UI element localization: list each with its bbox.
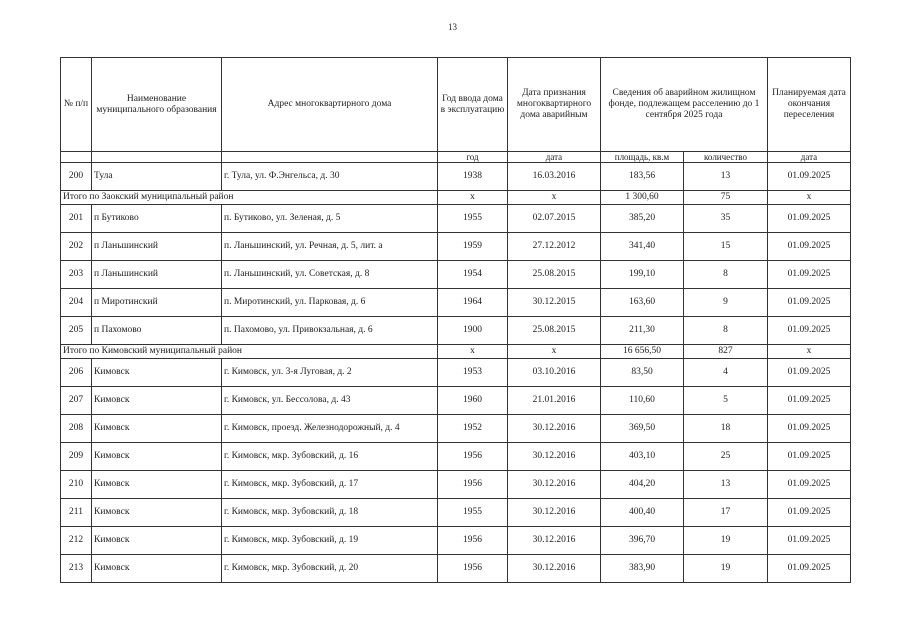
table-row (61, 471, 851, 499)
row-planned: 01.09.2025 (768, 415, 851, 443)
row-date: 25.08.2015 (508, 261, 601, 289)
table-row (61, 555, 851, 583)
units-row (61, 152, 851, 163)
total-planned: x (768, 191, 851, 205)
row-address: п. Ланьшинский, ул. Советская, д. 8 (222, 261, 438, 289)
row-num: 203 (61, 261, 92, 289)
row-planned: 01.09.2025 (768, 443, 851, 471)
row-planned: 01.09.2025 (768, 499, 851, 527)
table-row (61, 387, 851, 415)
row-planned: 01.09.2025 (768, 359, 851, 387)
row-year: 1952 (438, 415, 508, 443)
table-row (61, 359, 851, 387)
row-planned: 01.09.2025 (768, 527, 851, 555)
row-municipality: п Бутиково (92, 205, 222, 233)
row-address: г. Кимовск, мкр. Зубовский, д. 18 (222, 499, 438, 527)
row-num: 201 (61, 205, 92, 233)
row-num: 209 (61, 443, 92, 471)
unit-date: дата (508, 152, 601, 163)
row-date: 30.12.2016 (508, 555, 601, 583)
row-count: 19 (684, 555, 768, 583)
total-area: 1 300,60 (601, 191, 684, 205)
row-area: 211,30 (601, 317, 684, 345)
row-municipality: Тула (92, 163, 222, 191)
row-num: 212 (61, 527, 92, 555)
row-address: г. Кимовск, ул. Бессолова, д. 43 (222, 387, 438, 415)
table-row (61, 163, 851, 191)
table-row (61, 443, 851, 471)
row-year: 1956 (438, 471, 508, 499)
row-municipality: п Ланьшинский (92, 233, 222, 261)
row-year: 1900 (438, 317, 508, 345)
table-row (61, 317, 851, 345)
row-area: 403,10 (601, 443, 684, 471)
row-num: 211 (61, 499, 92, 527)
row-year: 1938 (438, 163, 508, 191)
total-planned: x (768, 345, 851, 359)
row-area: 163,60 (601, 289, 684, 317)
row-count: 25 (684, 443, 768, 471)
row-num: 206 (61, 359, 92, 387)
page-number: 13 (448, 22, 457, 32)
row-count: 18 (684, 415, 768, 443)
unit-count: количество (684, 152, 768, 163)
total-count: 75 (684, 191, 768, 205)
row-planned: 01.09.2025 (768, 289, 851, 317)
header-planned: Планируемая дата окончания переселения (768, 58, 851, 152)
row-year: 1956 (438, 443, 508, 471)
row-municipality: Кимовск (92, 555, 222, 583)
total-count: 827 (684, 345, 768, 359)
row-area: 369,50 (601, 415, 684, 443)
row-planned: 01.09.2025 (768, 555, 851, 583)
row-date: 27.12.2012 (508, 233, 601, 261)
row-date: 30.12.2016 (508, 415, 601, 443)
table-row (61, 527, 851, 555)
table-row (61, 499, 851, 527)
row-address: г. Кимовск, мкр. Зубовский, д. 17 (222, 471, 438, 499)
row-area: 400,40 (601, 499, 684, 527)
row-num: 204 (61, 289, 92, 317)
resettlement-table (60, 57, 851, 583)
row-year: 1955 (438, 499, 508, 527)
row-year: 1964 (438, 289, 508, 317)
row-municipality: Кимовск (92, 527, 222, 555)
row-num: 202 (61, 233, 92, 261)
row-num: 205 (61, 317, 92, 345)
row-address: г. Кимовск, мкр. Зубовский, д. 20 (222, 555, 438, 583)
row-date: 02.07.2015 (508, 205, 601, 233)
header-municipality: Наименование муниципального образования (92, 58, 222, 152)
row-count: 19 (684, 527, 768, 555)
row-year: 1956 (438, 527, 508, 555)
total-label: Итого по Кимовский муниципальный район (61, 345, 438, 359)
total-date: x (508, 345, 601, 359)
row-address: п. Пахомово, ул. Привокзальная, д. 6 (222, 317, 438, 345)
row-planned: 01.09.2025 (768, 233, 851, 261)
row-municipality: п Миротинский (92, 289, 222, 317)
row-num: 208 (61, 415, 92, 443)
table-row (61, 289, 851, 317)
header-address: Адрес многоквартирного дома (222, 58, 438, 152)
row-area: 183,56 (601, 163, 684, 191)
row-planned: 01.09.2025 (768, 387, 851, 415)
row-municipality: Кимовск (92, 359, 222, 387)
row-date: 21.01.2016 (508, 387, 601, 415)
row-municipality: Кимовск (92, 415, 222, 443)
row-date: 30.12.2016 (508, 527, 601, 555)
row-date: 16.03.2016 (508, 163, 601, 191)
row-year: 1955 (438, 205, 508, 233)
row-address: п. Миротинский, ул. Парковая, д. 6 (222, 289, 438, 317)
row-area: 110,60 (601, 387, 684, 415)
row-count: 5 (684, 387, 768, 415)
row-address: г. Тула, ул. Ф.Энгельса, д. 30 (222, 163, 438, 191)
row-count: 4 (684, 359, 768, 387)
row-num: 207 (61, 387, 92, 415)
row-area: 341,40 (601, 233, 684, 261)
row-municipality: Кимовск (92, 443, 222, 471)
row-area: 383,90 (601, 555, 684, 583)
row-year: 1956 (438, 555, 508, 583)
row-count: 17 (684, 499, 768, 527)
row-date: 30.12.2016 (508, 443, 601, 471)
row-year: 1953 (438, 359, 508, 387)
header-date-recognized: Дата признания многоквартирного дома аварийным (508, 58, 601, 152)
row-address: г. Кимовск, ул. 3-я Луговая, д. 2 (222, 359, 438, 387)
row-count: 8 (684, 317, 768, 345)
total-area: 16 656,50 (601, 345, 684, 359)
row-count: 9 (684, 289, 768, 317)
row-planned: 01.09.2025 (768, 471, 851, 499)
row-planned: 01.09.2025 (768, 163, 851, 191)
row-date: 25.08.2015 (508, 317, 601, 345)
row-year: 1960 (438, 387, 508, 415)
row-area: 396,70 (601, 527, 684, 555)
row-count: 35 (684, 205, 768, 233)
unit-area: площадь, кв.м (601, 152, 684, 163)
row-area: 385,20 (601, 205, 684, 233)
row-municipality: Кимовск (92, 387, 222, 415)
row-address: г. Кимовск, проезд. Железнодорожный, д. 4 (222, 415, 438, 443)
total-year: x (438, 191, 508, 205)
row-count: 13 (684, 163, 768, 191)
row-municipality: Кимовск (92, 499, 222, 527)
table-row (61, 233, 851, 261)
row-date: 30.12.2016 (508, 499, 601, 527)
row-municipality: Кимовск (92, 471, 222, 499)
row-address: п. Бутиково, ул. Зеленая, д. 5 (222, 205, 438, 233)
table-row (61, 205, 851, 233)
row-municipality: п Пахомово (92, 317, 222, 345)
total-row-zaoksky (61, 191, 851, 205)
header-num: № п/п (61, 58, 92, 152)
row-date: 03.10.2016 (508, 359, 601, 387)
total-label: Итого по Заокский муниципальный район (61, 191, 438, 205)
row-address: г. Кимовск, мкр. Зубовский, д. 16 (222, 443, 438, 471)
row-year: 1954 (438, 261, 508, 289)
row-date: 30.12.2015 (508, 289, 601, 317)
row-area: 199,10 (601, 261, 684, 289)
row-planned: 01.09.2025 (768, 261, 851, 289)
row-address: п. Ланьшинский, ул. Речная, д. 5, лит. а (222, 233, 438, 261)
row-planned: 01.09.2025 (768, 317, 851, 345)
header-info: Сведения об аварийном жилищном фонде, подлежащем расселению до 1 сентября 2025 года (601, 58, 768, 152)
row-num: 200 (61, 163, 92, 191)
row-area: 83,50 (601, 359, 684, 387)
unit-planned: дата (768, 152, 851, 163)
table-row (61, 415, 851, 443)
total-year: x (438, 345, 508, 359)
header-row (61, 58, 851, 152)
row-count: 15 (684, 233, 768, 261)
total-date: x (508, 191, 601, 205)
row-count: 8 (684, 261, 768, 289)
row-address: г. Кимовск, мкр. Зубовский, д. 19 (222, 527, 438, 555)
header-year: Год ввода дома в эксплуатацию (438, 58, 508, 152)
row-year: 1959 (438, 233, 508, 261)
unit-year: год (438, 152, 508, 163)
row-num: 213 (61, 555, 92, 583)
total-row-kimovsky (61, 345, 851, 359)
row-area: 404,20 (601, 471, 684, 499)
row-num: 210 (61, 471, 92, 499)
row-date: 30.12.2016 (508, 471, 601, 499)
row-planned: 01.09.2025 (768, 205, 851, 233)
row-municipality: п Ланьшинский (92, 261, 222, 289)
table-row (61, 261, 851, 289)
row-count: 13 (684, 471, 768, 499)
